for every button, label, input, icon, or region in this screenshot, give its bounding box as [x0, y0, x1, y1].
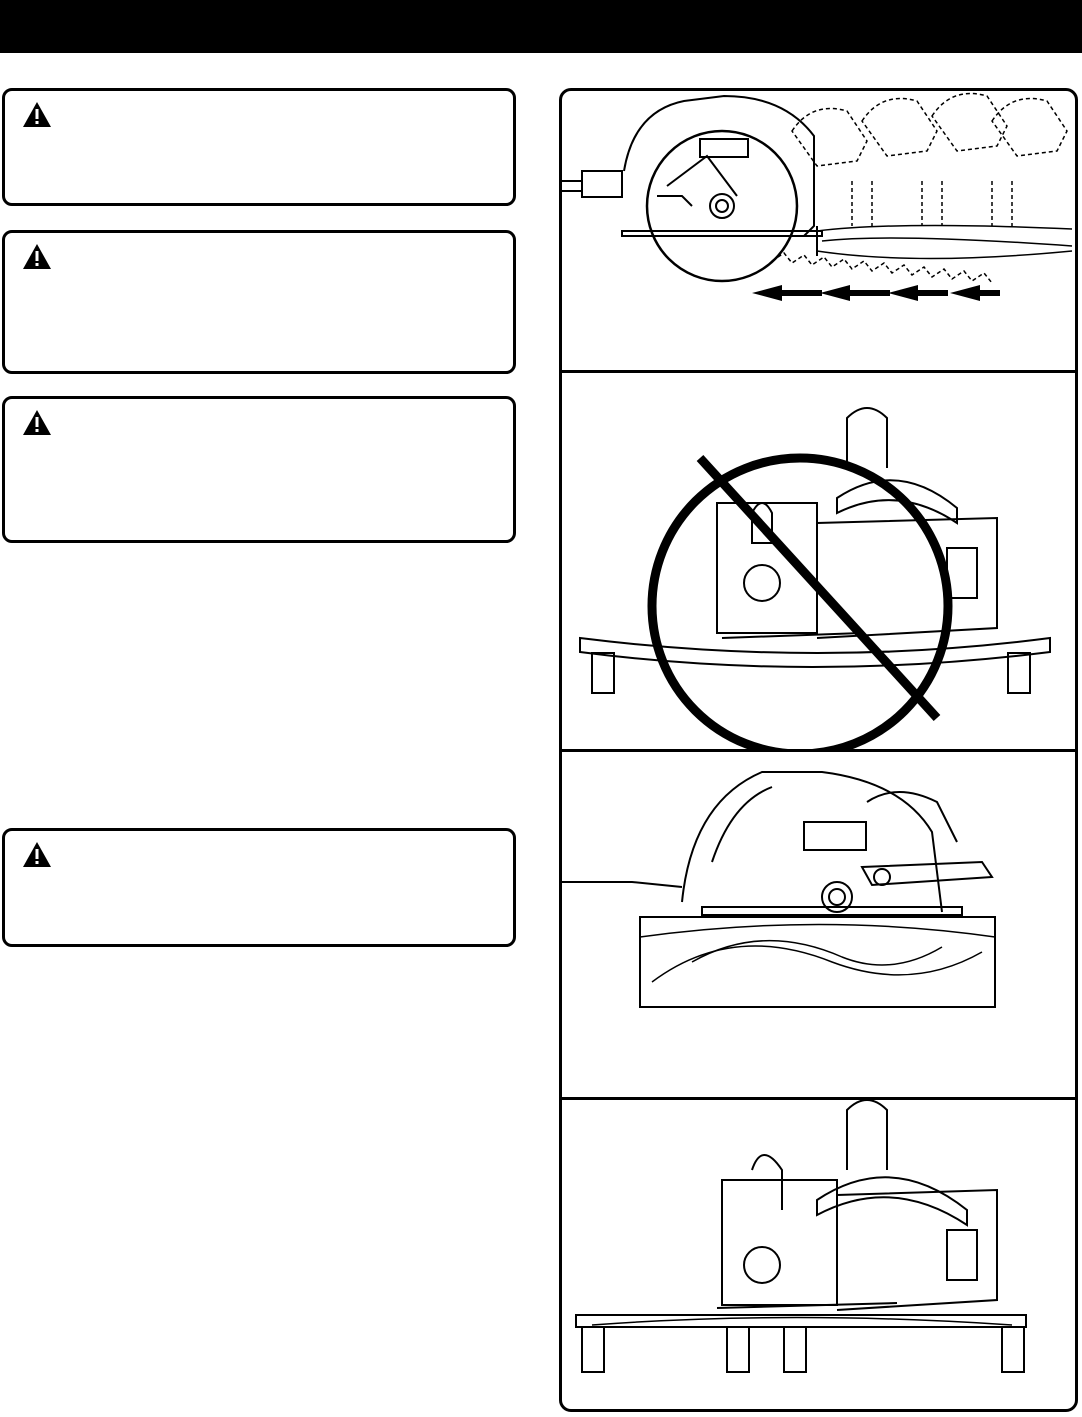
header-bar — [0, 0, 1082, 53]
warning-box-4 — [2, 828, 516, 947]
figure-kickback — [562, 91, 1075, 370]
warning-triangle-icon — [22, 409, 52, 436]
figure-panel — [559, 88, 1078, 1412]
warning-triangle-icon — [22, 101, 52, 128]
warning-triangle-icon — [22, 243, 52, 270]
warning-text — [63, 411, 499, 429]
warning-triangle-icon — [22, 841, 52, 868]
side-view-illustration — [562, 752, 1075, 1097]
warning-text — [63, 103, 499, 121]
warning-text — [63, 245, 499, 263]
figure-side-view — [562, 752, 1075, 1097]
figure-incorrect-support — [562, 373, 1075, 749]
warning-box-1 — [2, 88, 516, 206]
correct-support-illustration — [562, 1100, 1075, 1412]
warning-box-3 — [2, 396, 516, 543]
incorrect-support-illustration — [562, 373, 1075, 749]
figure-correct-support — [562, 1100, 1075, 1412]
kickback-illustration — [562, 91, 1075, 370]
warning-text — [63, 843, 499, 861]
warning-box-2 — [2, 230, 516, 374]
